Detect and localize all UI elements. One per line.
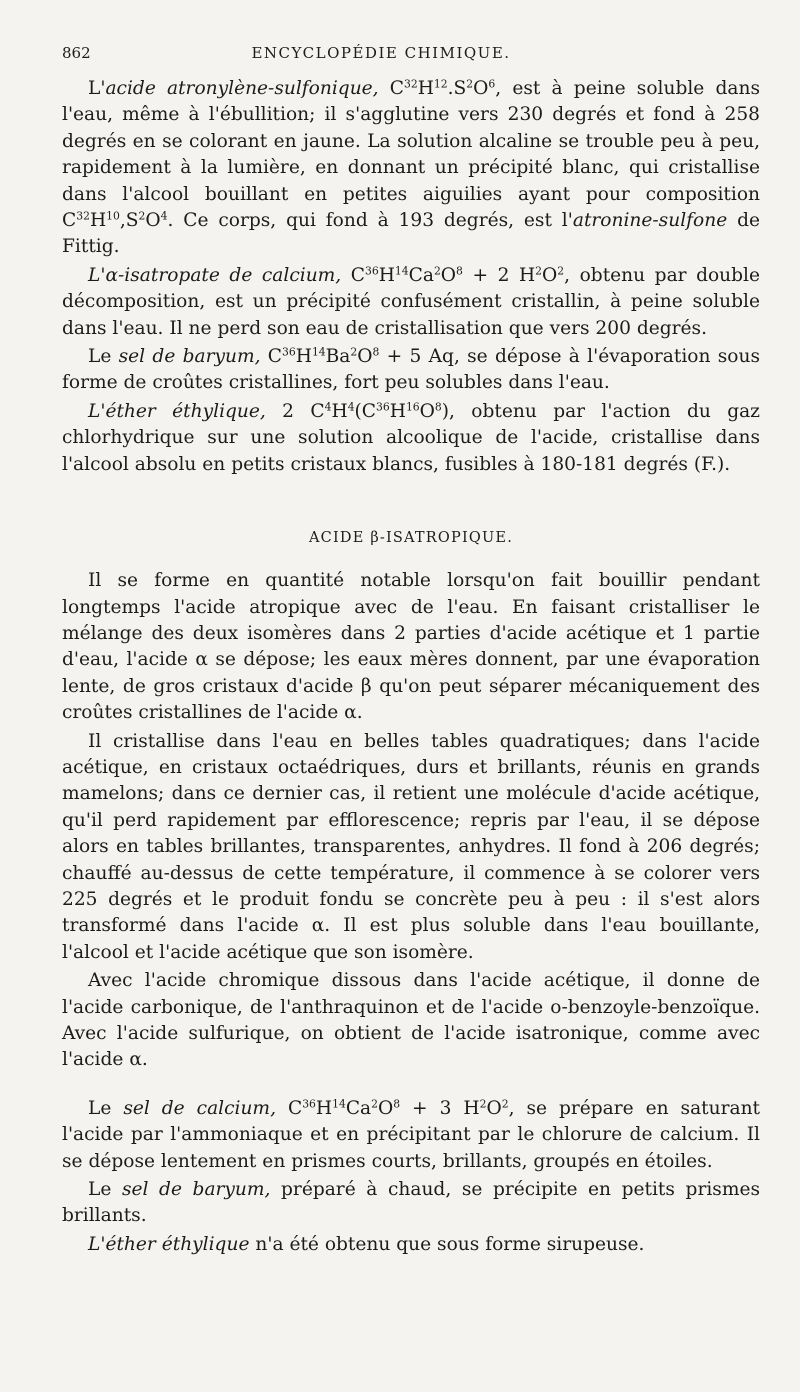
section-heading: ACIDE β-ISATROPIQUE. (309, 530, 513, 547)
paragraph-formation: Il se forme en quantité notable lorsqu'on fait bouillir pendant longtemps l'acide atropique avec de l'eau. En faisant cristalliser le mélange des deux isomères dans 2 parties d'acide acétique et 1 partie d'eau, l'acide α se dépose; les eaux mères donnent, par une évaporation lente, de gros cristaux d'acide β qu'on peut séparer mécaniquement des croûtes cristallines de l'acide α. (62, 570, 760, 724)
paragraph-atronylene-sulfonique: L'acide atronylène-sulfonique, $C^{32}H^{12}.S^2O^6$, est à peine soluble dans l'eau, même à l'ébullition; il s'agglutine vers 230 degrés et fond à 258 degrés en se colorant en jaune. La solution alcaline se trouble peu à peu, rapidement à la lumière, en donnant un précipité blanc, qui cristallise dans l'alcool bouillant en petites aiguilies ayant pour composition $C^{32}H^{10},S^2O^4$. Ce corps, qui fond à 193 degrés, est l'atronine-sulfone de Fittig. (62, 77, 760, 258)
spacer (62, 546, 760, 568)
spacer (62, 1076, 760, 1096)
paragraph-sel-calcium-beta: Le sel de calcium, $C^{36}H^{14}Ca^2O^8 + 3$ $H^2O^2$, se prépare en saturant l'acide par l'ammoniaque et en précipitant par le chlorure de calcium. Il se dépose lentement en prismes courts, brillants, groupés en étoiles. (62, 1097, 761, 1172)
page-body (62, 76, 760, 1260)
page-header (62, 44, 760, 68)
spacer (62, 480, 760, 530)
paragraph-ether-ethylique-alpha: L'éther éthylique, 2 $C^4H^4(C^{36}H^{16}O^8)$, obtenu par l'action du gaz chlorhydrique sur une solution alcoolique de l'acide, cristallise dans l'alcool absolu en petits cristaux blancs, fusibles à 180-181 degrés (F.). (62, 400, 760, 475)
paragraph-sel-baryum-alpha: Le sel de baryum, $C^{36}H^{14}Ba^2O^8 + 5$ Aq, se dépose à l'évaporation sous forme de croûtes cristallines, fort peu solubles dans l'eau. (62, 345, 760, 394)
page-number: 862 (62, 44, 91, 62)
paragraph-ether-ethylique-beta: L'éther éthylique n'a été obtenu que sous forme sirupeuse. (88, 1233, 645, 1255)
paragraph-cristallisation: Il cristallise dans l'eau en belles tables quadratiques; dans l'acide acétique, en cristaux octaédriques, durs et brillants, réunis en grands mamelons; dans ce dernier cas, il retient une molécule d'acide acétique, qu'il perd rapidement par efflorescence; repris par l'eau, il se dépose alors en tables brillantes, transparentes, anhydres. Il fond à 206 degrés; chauffé au-dessus de cette température, il commence à se colorer vers 225 degrés et le produit fondu se concrète peu à peu : il s'est alors transformé dans l'acide α. Il est plus soluble dans l'eau bouillante, l'alcool et l'acide acétique que son isomère. (62, 730, 760, 963)
paragraph-sel-baryum-beta: Le sel de baryum, préparé à chaud, se précipite en petits prismes brillants. (62, 1179, 760, 1227)
paragraph-isatropate-calcium: L'α-isatropate de calcium, $C^{36}H^{14}Ca^2O^8 + 2$ $H^2O^2$, obtenu par double décomposition, est un précipité confusément cristallin, à peine soluble dans l'eau. Il ne perd son eau de cristallisation que vers 200 degrés. (62, 264, 761, 339)
paragraph-acide-chromique: Avec l'acide chromique dissous dans l'acide acétique, il donne de l'acide carbonique, de l'anthraquinon et de l'acide o-benzoyle-benzoïque. Avec l'acide sulfurique, on obtient de l'acide isatronique, comme avec l'acide α. (62, 970, 760, 1071)
running-title: ENCYCLOPÉDIE CHIMIQUE. (251, 44, 511, 62)
